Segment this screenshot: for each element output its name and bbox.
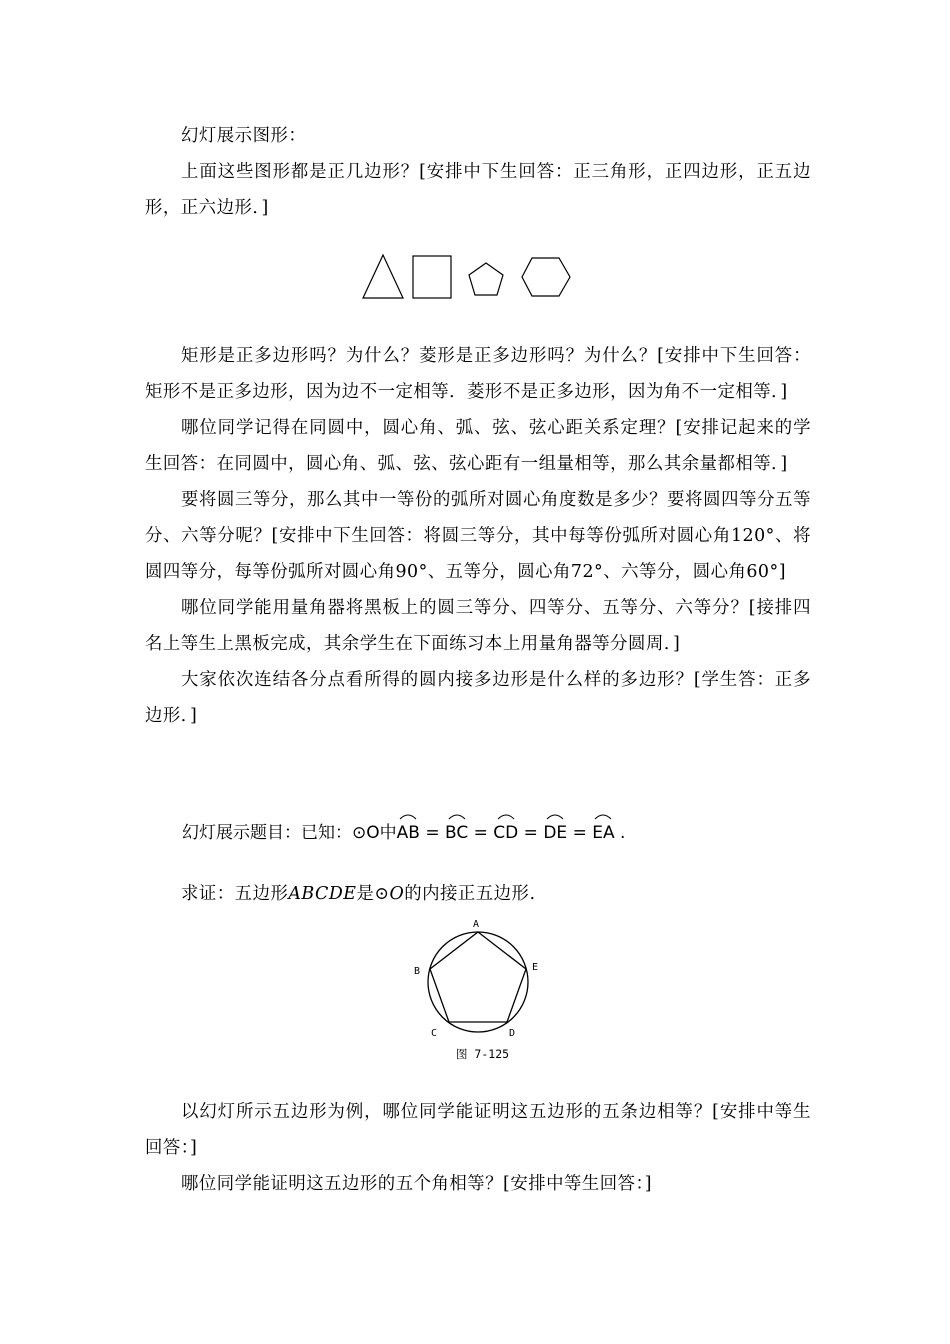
circle-o <box>428 932 528 1032</box>
inscribed-pentagon-figure <box>405 914 555 1064</box>
arc-mark-icon <box>594 812 612 820</box>
paragraph-prove-angles: 哪位同学能证明这五边形的五个角相等？[安排中等生回答：] <box>181 1174 653 1194</box>
label-b: B <box>414 966 421 977</box>
figure-caption: 图 7-125 <box>456 1047 510 1061</box>
arc-mark-icon <box>546 812 564 820</box>
label-e: E <box>532 962 539 973</box>
label-a: A <box>473 919 480 930</box>
pentagon-shape <box>469 263 503 295</box>
pentagon-name: ABCDE <box>288 884 357 904</box>
arc-ea: EA <box>592 819 614 843</box>
circle-name: O <box>389 884 405 904</box>
arc-mark-icon <box>399 812 417 820</box>
period: . <box>620 823 626 843</box>
paragraph-circle-theorem: 哪位同学记得在同圆中，圆心角、弧、弦、弦心距关系定理？[安排记起来的学生回答：在同圆中，圆心角、弧、弦、弦心距有一组量相等，那么其余量都相等．] <box>145 418 811 474</box>
paragraph-connect-points: 大家依次连结各分点看所得的圆内接多边形是什么样的多边形？[学生答：正多边形．] <box>145 670 811 726</box>
triangle-shape <box>363 255 403 298</box>
equals-sign: = <box>572 823 587 843</box>
hexagon-shape <box>522 258 570 296</box>
arc-ab: AB <box>397 819 420 843</box>
equals-sign: = <box>425 823 440 843</box>
square-shape <box>413 256 451 298</box>
prove-statement <box>145 876 811 912</box>
arc-mark-icon <box>497 812 515 820</box>
paragraph-prove-sides: 以幻灯所示五边形为例，哪位同学能证明这五边形的五条边相等？[安排中等生回答：] <box>145 1102 811 1158</box>
label-c: C <box>431 1028 438 1039</box>
content-discussion <box>145 338 811 734</box>
arc-mark-icon <box>448 812 466 820</box>
arc-bc: BC <box>445 819 468 843</box>
regular-polygons-figure <box>361 253 573 301</box>
paragraph-protractor: 哪位同学能用量角器将黑板上的圆三等分、四等分、五等分、六等分？[接排四名上等生上黑板完成，其余学生在下面练习本上用量角器等分圆周．] <box>145 598 811 654</box>
slide-prefix: 幻灯展示题目：已知：⊙O中 <box>182 823 397 843</box>
content <box>145 118 811 226</box>
paragraph-rectangle-rhombus: 矩形是正多边形吗？为什么？菱形是正多边形吗？为什么？[安排中下生回答：矩形不是正多边形，因为边不一定相等．菱形不是正多边形，因为角不一定相等．] <box>145 346 811 402</box>
slide-problem <box>182 818 702 860</box>
arc-cd: CD <box>493 819 518 843</box>
paragraph-question-polygons: 上面这些图形都是正几边形？[安排中下生回答：正三角形，正四边形，正五边形，正六边形．] <box>145 162 811 218</box>
paragraph-prove: 求证：五边形ABCDE是⊙O的内接正五边形. <box>181 884 536 904</box>
paragraph-intro: 幻灯展示图形： <box>181 126 307 146</box>
paragraph-divide-circle: 要将圆三等分，那么其中一等份的弧所对圆心角度数是多少？要将圆四等分五等分、六等分呢？[安排中下生回答：将圆三等分，其中每等份弧所对圆心角120°、将圆四等分，每等份弧所对圆心角90°、五等分，圆心角72°、六等分，圆心角60°] <box>145 490 811 582</box>
arc-de: DE <box>543 819 567 843</box>
label-d: D <box>509 1028 516 1039</box>
equals-sign: = <box>523 823 538 843</box>
content-closing <box>145 1094 811 1202</box>
equals-sign: = <box>473 823 488 843</box>
